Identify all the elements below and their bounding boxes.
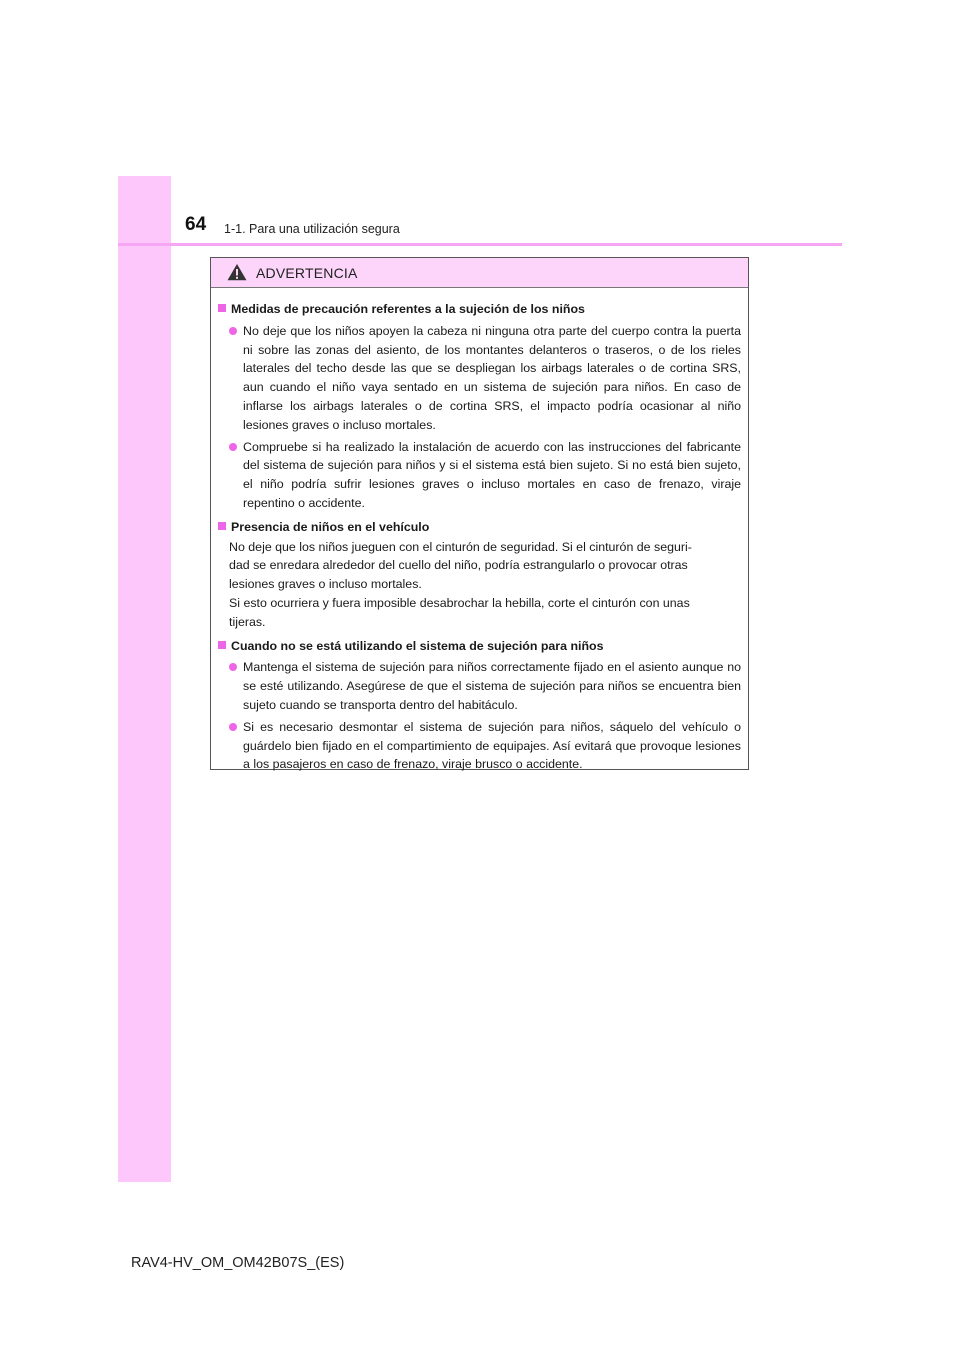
paragraph-line: Si esto ocurriera y fuera imposible desabrochar la hebilla, corte el cinturón con unas [229,595,690,610]
list-item [218,438,741,513]
warning-title: ADVERTENCIA [256,264,358,281]
square-bullet-icon [218,522,226,530]
header-rule [118,243,842,246]
square-bullet-icon [218,641,226,649]
list-item-text: Si es necesario desmontar el sistema de sujeción para niños, sáquelo del vehículo o guárdelo bien fijado en el compartimiento de equipajes. Así evitará que provoque lesiones a los pasajeros en caso de frenazo, viraje brusco o accidente. [243,719,741,772]
paragraph-line: lesiones graves o incluso mortales. [229,577,422,592]
paragraph-line: tijeras. [229,614,266,629]
circle-bullet-icon [229,327,237,335]
circle-bullet-icon [229,443,237,451]
side-tab-bar [118,176,171,1182]
warning-header [211,258,748,288]
warning-triangle-icon [227,263,247,281]
circle-bullet-icon [229,663,237,671]
section-heading: Cuando no se está utilizando el sistema de sujeción para niños [231,638,604,653]
section-paragraph [218,538,741,632]
list-item [218,718,741,774]
section-heading: Medidas de precaución referentes a la sujeción de los niños [231,302,585,316]
square-bullet-icon [218,304,226,312]
footer-code: RAV4-HV_OM_OM42B07S_(ES) [131,1255,345,1271]
page-number: 64 [185,214,207,235]
list-item-text: Compruebe si ha realizado la instalación de acuerdo con las instrucciones del fabricante del sistema de sujeción para niños y si el sistema está bien sujeto. Si no está bien sujeto, el niño podría sufrir lesiones graves o incluso mortales en caso de frenazo, viraje repentino o accidente. [243,439,741,510]
section-heading: Presencia de niños en el vehículo [231,519,430,534]
paragraph-line: dad se enredara alrededor del cuello del niño, podría estrangularlo o provocar otras [229,558,688,573]
section-child-restraint-precautions [218,300,741,513]
list-item-text: Mantenga el sistema de sujeción para niños correctamente fijado en el asiento aunque no se esté utilizando. Asegúrese de que el sistema de sujeción para niños se encuentra bien sujeto cuando se transporta dentro del habitáculo. [243,660,741,712]
circle-bullet-icon [229,723,237,731]
list-item-text: No deje que los niños apoyen la cabeza ni ninguna otra parte del cuerpo contra la puerta ni sobre las zonas del asiento, de los montantes delanteros o traseros, o de los rieles laterales del techo desde las que se despliegan los airbags laterales o de cortina SRS, aun cuando el niño vaya sentado en un sistema de sujeción para niños. En caso de inflarse los airbags laterales o de cortina SRS, el impacto podría ocasionar al niño lesiones graves o incluso mortales. [243,323,741,432]
warning-box [210,257,749,770]
section-children-in-vehicle [218,518,741,632]
list-item [218,322,741,435]
section-unused-child-restraint [218,637,741,775]
section-title: 1-1. Para una utilización segura [224,222,400,236]
list-item [218,658,741,714]
paragraph-line: No deje que los niños jueguen con el cinturón de seguridad. Si el cinturón de seguri- [229,539,692,554]
warning-body [211,288,748,774]
